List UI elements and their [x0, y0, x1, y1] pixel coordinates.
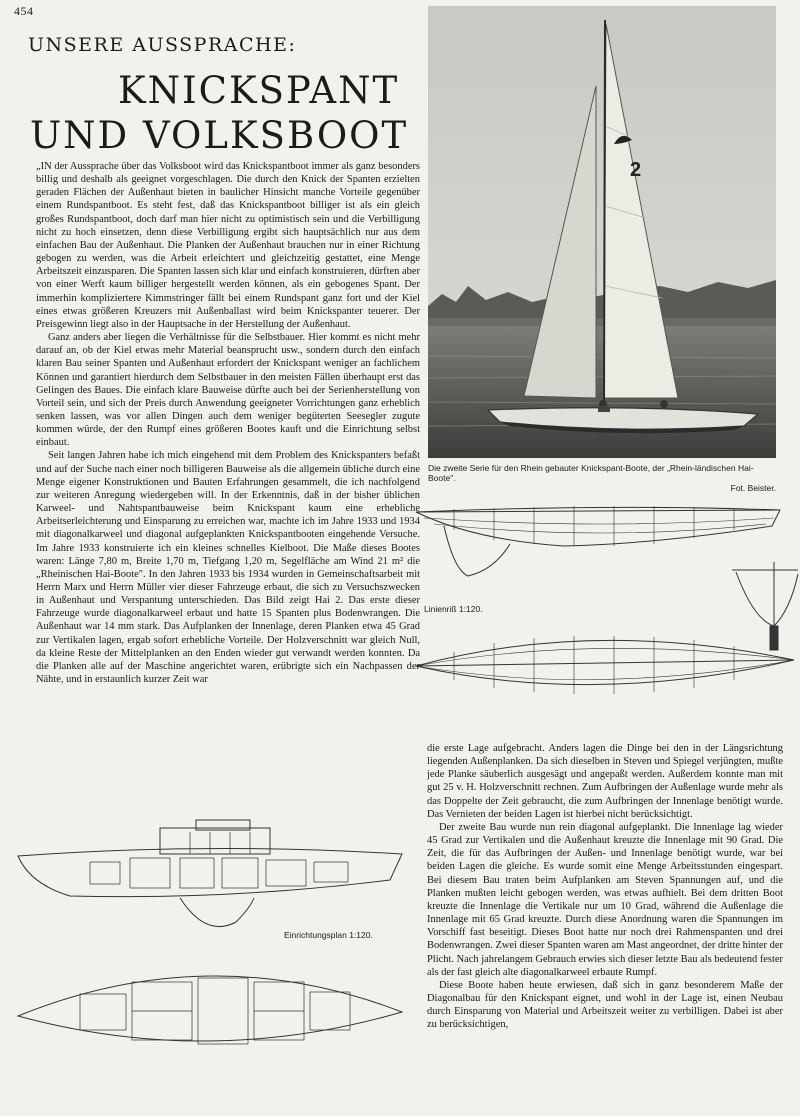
- photo-credit: Fot. Beister.: [730, 483, 776, 493]
- article-title-line-2: UND VOLKSBOOT: [30, 114, 409, 157]
- sailboat-photo: [428, 6, 776, 458]
- interior-plan-drawing: [10, 818, 410, 1103]
- sail-number: 2: [630, 159, 642, 181]
- left-paragraph-2: Ganz anders aber liegen die Verhältnisse für die Selbstbauer. Hier kommt es nicht mehr darauf an, ob der Kiel etwas mehr Material beansprucht usw., sondern durch den einfach klaren Bau seiner Spanten und Außenhaut erfordert der Knickspant weniger an fachlichem Können und garantiert hierdurch dem Selbstbauer in den meisten Fällen überhaupt erst das Gelingen des Baues. Die einfach klare Bauweise dürfte auch bei der Serienherstellung von Vorteil sein, und sich der Preis durch Anwendung geeigneter Vorrichtungen ganz erheblich senken lassen, was vor allen Dingen auch dem weniger begüterten Seesegler zugute kommen würde, der den Rumpf eines größeren Bootes kauft und die Einrichtung selbst einbaut.: [36, 332, 420, 449]
- article-right-column: [427, 742, 783, 1064]
- page-number: 454: [14, 4, 34, 18]
- interior-plan-label: Einrichtungsplan 1:120.: [284, 930, 373, 940]
- article-kicker: UNSERE AUSSPRACHE:: [28, 34, 297, 56]
- right-paragraph-3: Diese Boote haben heute erwiesen, daß sich in ganz besonderem Maße der Diagonalbau für den Knickspant eignet, und wohl in der Lage ist, einen Neubau durch Einsparung von Material und Arbeitszeit weiter zu verbilligen. Dabei ist aber zu berücksichtigen,: [427, 979, 783, 1031]
- photo-caption-text: Die zweite Serie für den Rhein gebauter Knickspant-Boote, der „Rhein-ländischen Hai-Boote".: [428, 463, 754, 483]
- interior-plan-svg: [10, 818, 410, 1098]
- lines-plan-drawing: [414, 500, 800, 737]
- article-left-column: [36, 160, 420, 812]
- lines-plan-svg: [414, 500, 800, 732]
- right-paragraph-1: die erste Lage aufgebracht. Anders lagen die Dinge bei den in der Längsrichtung liegenden Außenplanken. Da sich dieselben in Steven und Spiegel verjüngten, mußte jede Planke säuberlich ausgesägt und angepaßt werden. Außerdem konnte man mit gut 25 v. H. Holzverschnitt rechnen. Zum Aufbringen der Außenlage wurde mehr als das Doppelte der Zeit gebraucht, die zum Aufbringen der Innenlage benötigt wurde. Das Vernieten der beiden Lagen ist hierbei nicht berücksichtigt.: [427, 743, 783, 820]
- sailboat-photo-image: [428, 6, 776, 458]
- right-paragraph-2: Der zweite Bau wurde nun rein diagonal aufgeplankt. Die Innenlage lag wieder 45 Grad zur Vertikalen und die Außenhaut kreuzte die Innenlage mit 90 Grad. Die Zeit, die für das Aufbringen der Außen- und Innenlage benötigt wurde, war bei beiden Lagen die gleiche. Es wurde somit eine Menge Arbeitsstunden eingespart. Bei diesem Bau traten beim Aufplanken am Steven Spannungen auf, und die Planken mußten leicht gebogen werden, was etwas aufhielt. Bei dem dritten Boot kreuzte die Innenlage die Vertikale nur um 10 Grad, während die Außenlage die Innenlage mit 65 Grad kreuzte. Durch diese Anordnung waren die Spannungen im Vorschiff fast beseitigt. Dieses Boot hatte nur noch drei Rahmenspanten und drei Bodenwrangen. Zwei dieser Spanten waren am Mast angeordnet, der dritte hinter der Plicht. Nach jahrelangem Gebrauch erwies sich dieser letzte Bau als bedeutend fester als der fast gleich alte diagonalkarweel erbaute Rumpf.: [427, 821, 783, 978]
- photo-caption: [428, 463, 776, 493]
- left-paragraph-3: Seit langen Jahren habe ich mich eingehend mit dem Problem des Knickspanters befaßt und auf der Suche nach einer noch billigeren Bauweise als die allgemein übliche durch eine Menge eigener Konstruktionen und Bauten Erfahrungen gesammelt, die ich nachfolgend zur weiteren Anregung wiedergeben will. In der Erkenntnis, daß in der bisher üblichen Karweel- und Nahtspantbauweise beim Knickspant kaum eine erhebliche Arbeitserleichterung und Einsparung zu erreichen war, machte ich im Jahre 1933 und 1934 mit diagonalkarweel und diagonal aufgeplankten Knickspantbooten eingehende Versuche. Im Jahre 1933 konstruierte ich ein kleines schnelles Kielboot. Die Maße dieses Bootes waren: Länge 7,80 m, Breite 1,70 m, Tiefgang 1,20 m, Segelfläche am Wind 21 m² die „Rheinischen Hai-Boote". In den Jahren 1933 bis 1934 wurden in Gemeinschaftsarbeit mit Herrn Marx und Herrn Müller vier dieser Fahrzeuge erbaut, die sich zu Versuchszwecken in Außenhaut und Verspantung unterschieden. Das Bild zeigt Hai 2. Das erste dieser Fahrzeuge wurde diagonalkarweel erbaut und hatte 15 Spanten plus Bodenwrangen. Die Außenhaut war 14 mm stark. Das Aufplanken der Innenlage, deren Planken etwa 45 Grad zur Vertikalen lagen, ergab sofort erhebliche Vorteile. Der Holzverschnitt war gleich Null, da kleine Reste der Mittelplanken an den Enden wieder gut verwandt werden konnten. Da die Planken alle auf der Maschine angerichtet waren, erübrigte sich ein Nachpassen der Nähte, und in erstaunlich kurzer Zeit war: [36, 450, 420, 686]
- lines-plan-label: Linienriß 1:120.: [424, 604, 483, 614]
- article-title-line-1: KNICKSPANT: [118, 69, 400, 112]
- left-paragraph-1: „IN der Aussprache über das Volksboot wird das Knickspantboot immer als ganz besonders billig und deshalb als geeignet vorgeschlagen. Die durch den Knick der Spanten erzielten geraden Flächen der Außenhaut bieten in baulicher Hinsicht manche Vorteile gegenüber einem Rundspantboot. Es steht fest, daß das Knickspantboot billiger ist als ein gleich großes Rundspantboot, doch darf man hier nicht zu optimistisch sein und die Verbilligung nicht zu hoch einsetzen, denn diese Verbilligung ergibt sich hauptsächlich nur aus dem einfachen Bau der Außenhaut. Die Planken der Außenhaut brauchen nur in einer Richtung gebogen zu werden, was die Arbeit erleichtert und gleichzeitig gestattet, eine Menge Arbeitszeit einzusparen. Die Spanten lassen sich klar und einfach konstruieren, dürften aber von einer Werft kaum billiger hergestellt werden können, als ein gebogenes Spant. Der immerhin kompliziertere Kimmstringer fällt bei einem Rundspant ganz fort und der Kiel eines etwas größeren Kreuzers mit Außenballast wird beim Knickspanter teuerer. Der Preisgewinn liegt also in der Hauptsache in der Herstellung der Außenhaut.: [36, 161, 420, 330]
